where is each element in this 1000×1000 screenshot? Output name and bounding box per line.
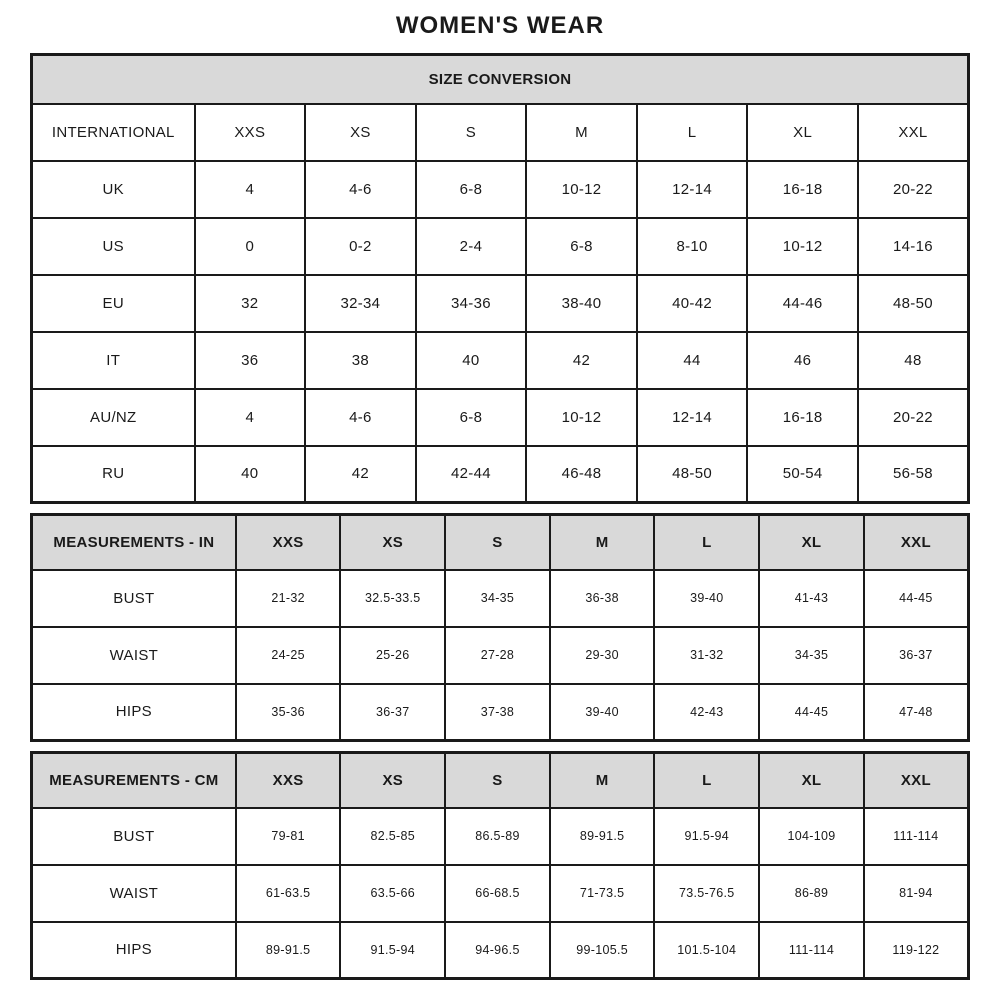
size-conversion-header-row <box>32 104 969 161</box>
table-cell: 10-12 <box>526 389 637 446</box>
table-cell: 86-89 <box>759 865 864 922</box>
table-cell: 20-22 <box>858 161 969 218</box>
column-header-xs: XS <box>340 515 445 570</box>
measurements-in-header-row <box>32 515 969 570</box>
row-label: AU/NZ <box>32 389 195 446</box>
table-row-eu <box>32 275 969 332</box>
table-cell: 4 <box>195 161 306 218</box>
table-cell: 37-38 <box>445 684 550 741</box>
table-cell: 36-37 <box>864 627 969 684</box>
table-cell: 44-46 <box>747 275 858 332</box>
table-cell: 42 <box>526 332 637 389</box>
column-header-s: S <box>445 753 550 808</box>
table-row-waist-cm <box>32 865 969 922</box>
column-header-xxs: XXS <box>195 104 306 161</box>
column-header-l: L <box>654 515 759 570</box>
table-cell: 12-14 <box>637 389 748 446</box>
column-header-m: M <box>550 515 655 570</box>
table-cell: 50-54 <box>747 446 858 503</box>
table-row-it <box>32 332 969 389</box>
column-header-xxl: XXL <box>864 753 969 808</box>
measurements-in-title: MEASUREMENTS - IN <box>32 515 236 570</box>
table-cell: 10-12 <box>747 218 858 275</box>
table-cell: 79-81 <box>236 808 341 865</box>
table-row-uk <box>32 161 969 218</box>
table-cell: 48-50 <box>637 446 748 503</box>
table-cell: 36 <box>195 332 306 389</box>
table-cell: 94-96.5 <box>445 922 550 979</box>
table-cell: 2-4 <box>416 218 527 275</box>
row-label: IT <box>32 332 195 389</box>
table-cell: 38 <box>305 332 416 389</box>
table-cell: 21-32 <box>236 570 341 627</box>
table-row-waist-in <box>32 627 969 684</box>
table-cell: 89-91.5 <box>550 808 655 865</box>
table-cell: 44 <box>637 332 748 389</box>
measurements-cm-title: MEASUREMENTS - CM <box>32 753 236 808</box>
table-cell: 86.5-89 <box>445 808 550 865</box>
table-cell: 31-32 <box>654 627 759 684</box>
table-cell: 20-22 <box>858 389 969 446</box>
table-row-aunz <box>32 389 969 446</box>
table-cell: 71-73.5 <box>550 865 655 922</box>
size-conversion-banner-row <box>32 55 969 104</box>
table-cell: 0-2 <box>305 218 416 275</box>
table-cell: 6-8 <box>526 218 637 275</box>
column-header-xs: XS <box>305 104 416 161</box>
table-row-ru <box>32 446 969 503</box>
table-cell: 48-50 <box>858 275 969 332</box>
size-conversion-banner: SIZE CONVERSION <box>32 55 969 104</box>
row-label: BUST <box>32 808 236 865</box>
table-cell: 41-43 <box>759 570 864 627</box>
table-cell: 12-14 <box>637 161 748 218</box>
table-row-hips-in <box>32 684 969 741</box>
table-cell: 25-26 <box>340 627 445 684</box>
column-header-xl: XL <box>747 104 858 161</box>
table-cell: 42-43 <box>654 684 759 741</box>
table-cell: 101.5-104 <box>654 922 759 979</box>
table-cell: 73.5-76.5 <box>654 865 759 922</box>
table-cell: 66-68.5 <box>445 865 550 922</box>
column-header-xs: XS <box>340 753 445 808</box>
table-cell: 27-28 <box>445 627 550 684</box>
table-cell: 32 <box>195 275 306 332</box>
column-header-s: S <box>445 515 550 570</box>
table-cell: 81-94 <box>864 865 969 922</box>
table-cell: 61-63.5 <box>236 865 341 922</box>
table-cell: 89-91.5 <box>236 922 341 979</box>
table-row-bust-cm <box>32 808 969 865</box>
table-cell: 14-16 <box>858 218 969 275</box>
column-header-l: L <box>637 104 748 161</box>
table-row-bust-in <box>32 570 969 627</box>
table-cell: 35-36 <box>236 684 341 741</box>
table-row-us <box>32 218 969 275</box>
table-cell: 48 <box>858 332 969 389</box>
table-cell: 91.5-94 <box>340 922 445 979</box>
table-cell: 36-38 <box>550 570 655 627</box>
column-header-xl: XL <box>759 515 864 570</box>
table-cell: 63.5-66 <box>340 865 445 922</box>
table-cell: 38-40 <box>526 275 637 332</box>
column-header-xl: XL <box>759 753 864 808</box>
row-label: WAIST <box>32 627 236 684</box>
table-cell: 16-18 <box>747 389 858 446</box>
row-label: US <box>32 218 195 275</box>
table-cell: 32-34 <box>305 275 416 332</box>
table-cell: 39-40 <box>550 684 655 741</box>
table-cell: 42-44 <box>416 446 527 503</box>
table-cell: 24-25 <box>236 627 341 684</box>
table-cell: 34-35 <box>445 570 550 627</box>
column-header-l: L <box>654 753 759 808</box>
table-cell: 16-18 <box>747 161 858 218</box>
table-cell: 111-114 <box>864 808 969 865</box>
table-cell: 46-48 <box>526 446 637 503</box>
column-header-xxl: XXL <box>864 515 969 570</box>
column-header-m: M <box>550 753 655 808</box>
column-header-s: S <box>416 104 527 161</box>
table-cell: 6-8 <box>416 389 527 446</box>
table-cell: 8-10 <box>637 218 748 275</box>
table-cell: 47-48 <box>864 684 969 741</box>
table-row-hips-cm <box>32 922 969 979</box>
measurements-in-table <box>30 513 970 742</box>
row-label: BUST <box>32 570 236 627</box>
table-cell: 46 <box>747 332 858 389</box>
column-header-xxl: XXL <box>858 104 969 161</box>
size-conversion-table <box>30 53 970 504</box>
table-cell: 99-105.5 <box>550 922 655 979</box>
measurements-cm-header-row <box>32 753 969 808</box>
table-cell: 119-122 <box>864 922 969 979</box>
table-cell: 4-6 <box>305 389 416 446</box>
table-cell: 44-45 <box>864 570 969 627</box>
table-cell: 6-8 <box>416 161 527 218</box>
table-cell: 40 <box>195 446 306 503</box>
table-cell: 40 <box>416 332 527 389</box>
table-cell: 91.5-94 <box>654 808 759 865</box>
table-cell: 29-30 <box>550 627 655 684</box>
table-cell: 36-37 <box>340 684 445 741</box>
table-cell: 42 <box>305 446 416 503</box>
table-cell: 56-58 <box>858 446 969 503</box>
row-label: HIPS <box>32 922 236 979</box>
row-label: RU <box>32 446 195 503</box>
column-header-xxs: XXS <box>236 753 341 808</box>
table-cell: 104-109 <box>759 808 864 865</box>
table-cell: 111-114 <box>759 922 864 979</box>
table-cell: 39-40 <box>654 570 759 627</box>
table-cell: 10-12 <box>526 161 637 218</box>
table-cell: 40-42 <box>637 275 748 332</box>
column-header-xxs: XXS <box>236 515 341 570</box>
page-title: WOMEN'S WEAR <box>395 12 605 39</box>
column-header-international: INTERNATIONAL <box>32 104 195 161</box>
table-cell: 44-45 <box>759 684 864 741</box>
row-label: UK <box>32 161 195 218</box>
table-cell: 34-36 <box>416 275 527 332</box>
row-label: WAIST <box>32 865 236 922</box>
table-cell: 32.5-33.5 <box>340 570 445 627</box>
measurements-cm-table <box>30 751 970 980</box>
table-cell: 4-6 <box>305 161 416 218</box>
column-header-m: M <box>526 104 637 161</box>
table-cell: 0 <box>195 218 306 275</box>
row-label: EU <box>32 275 195 332</box>
table-cell: 82.5-85 <box>340 808 445 865</box>
table-cell: 34-35 <box>759 627 864 684</box>
row-label: HIPS <box>32 684 236 741</box>
table-cell: 4 <box>195 389 306 446</box>
